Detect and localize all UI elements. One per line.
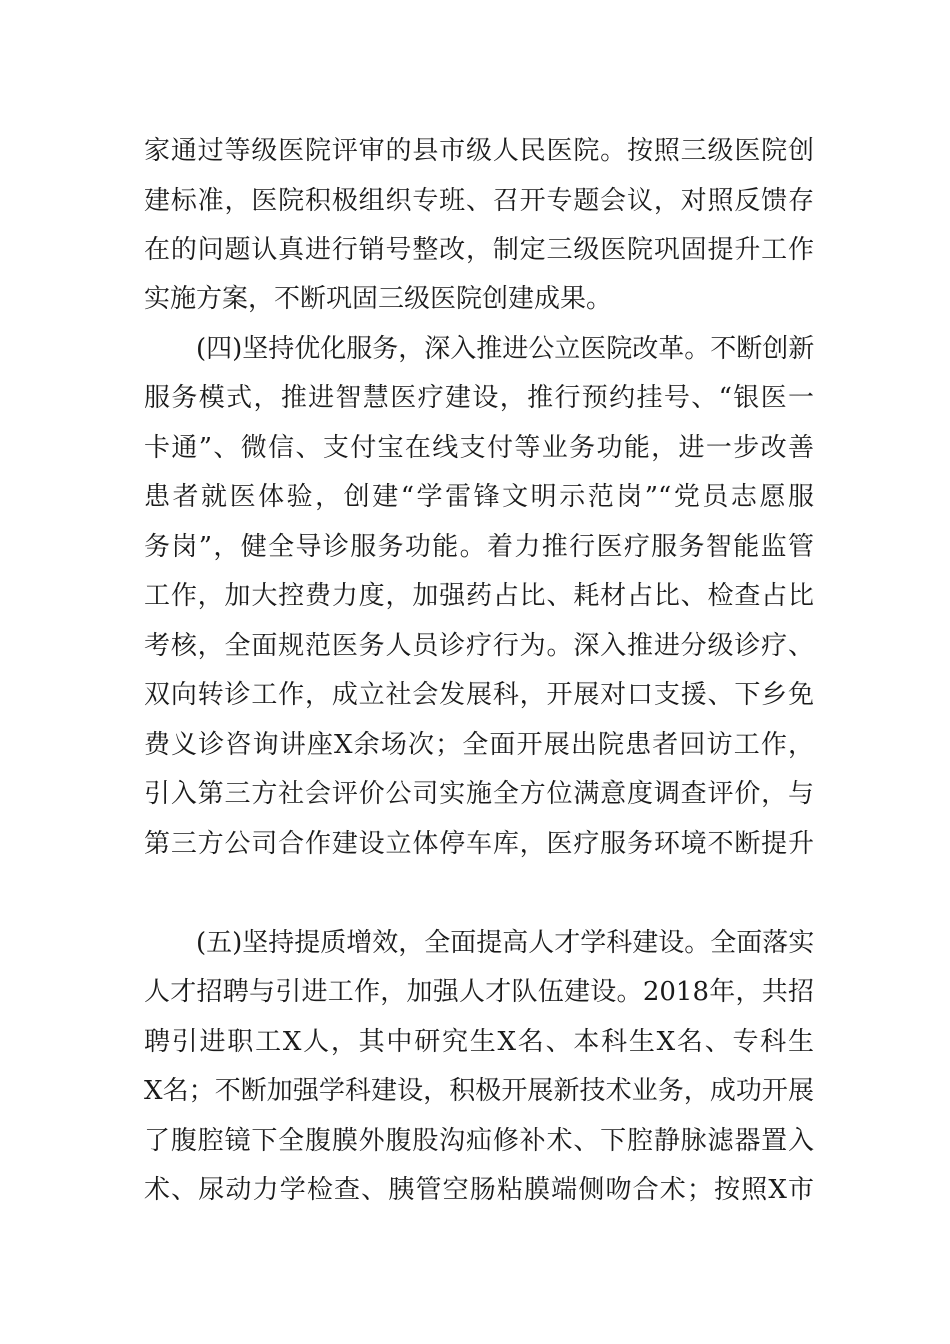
text-line: 务岗”，健全导诊服务功能。着力推行医疗服务智能监管 xyxy=(144,532,814,562)
text-line: 人才招聘与引进工作，加强人才队伍建设。2018年，共招 xyxy=(144,977,814,1007)
text-line: 家通过等级医院评审的县市级人民医院。按照三级医院创 xyxy=(144,136,814,166)
text-line: 卡通”、微信、支付宝在线支付等业务功能，进一步改善 xyxy=(144,433,814,463)
text-line: 费义诊咨询讲座X余场次；全面开展出院患者回访工作， xyxy=(144,730,814,760)
text-line: X名；不断加强学科建设，积极开展新技术业务，成功开展 xyxy=(144,1076,814,1106)
text-line: 双向转诊工作，成立社会发展科，开展对口支援、下乡免 xyxy=(144,680,814,710)
text-line: 患者就医体验，创建“学雷锋文明示范岗”“党员志愿服 xyxy=(144,482,814,512)
section-heading-line: (四)坚持优化服务，深入推进公立医院改革。不断创新 xyxy=(196,334,814,364)
text-line: 引入第三方社会评价公司实施全方位满意度调查评价，与 xyxy=(144,779,814,809)
text-line: 实施方案，不断巩固三级医院创建成果。 xyxy=(144,284,613,314)
text-line: 在的问题认真进行销号整改，制定三级医院巩固提升工作 xyxy=(144,235,814,265)
text-line: 术、尿动力学检查、胰管空肠粘膜端侧吻合术；按照X市 xyxy=(144,1175,814,1205)
text-line: 第三方公司合作建设立体停车库，医疗服务环境不断提升 xyxy=(144,829,814,859)
text-line: 服务模式，推进智慧医疗建设，推行预约挂号、“银医一 xyxy=(144,383,814,413)
text-line: 聘引进职工X人，其中研究生X名、本科生X名、专科生 xyxy=(144,1027,814,1057)
text-line: 建标准，医院积极组织专班、召开专题会议，对照反馈存 xyxy=(144,186,814,216)
text-line: 了腹腔镜下全腹膜外腹股沟疝修补术、下腔静脉滤器置入 xyxy=(144,1126,814,1156)
text-line: 考核，全面规范医务人员诊疗行为。深入推进分级诊疗、 xyxy=(144,631,814,661)
text-line: 工作，加大控费力度，加强药占比、耗材占比、检查占比 xyxy=(144,581,814,611)
section-heading-line: (五)坚持提质增效，全面提高人才学科建设。全面落实 xyxy=(196,928,814,958)
